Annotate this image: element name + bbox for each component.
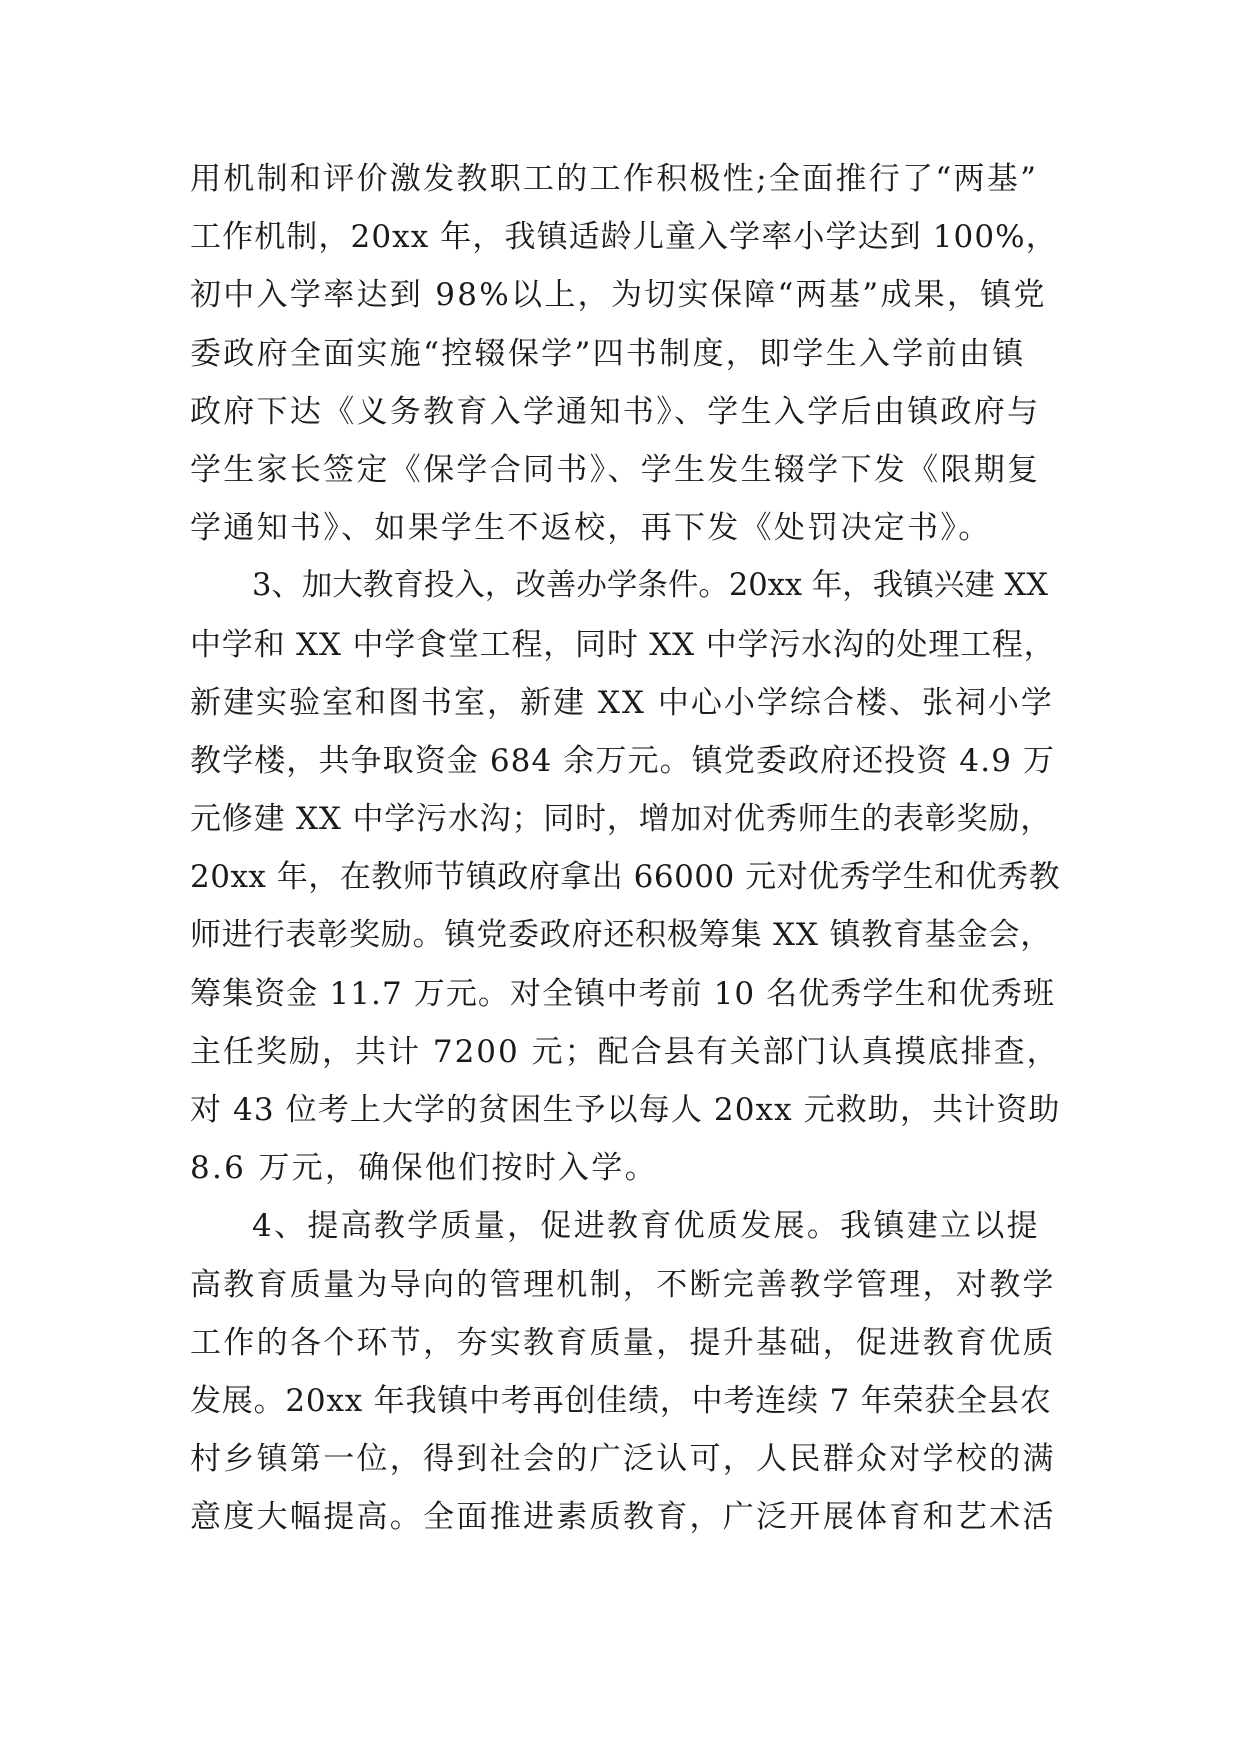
text-line: 发展。20xx 年我镇中考再创佳绩，中考连续 7 年荣获全县农 xyxy=(190,1382,1052,1419)
text-line: 元修建 XX 中学污水沟；同时，增加对优秀师生的表彰奖励， xyxy=(190,801,1053,838)
text-line: 工作机制，20xx 年，我镇适龄儿童入学率小学达到 100%， xyxy=(190,219,1058,256)
text-line: 村乡镇第一位，得到社会的广泛认可，人民群众对学校的满 xyxy=(190,1441,1056,1478)
text-line: 用机制和评价激发教职工的工作积极性;全面推行了“两基” xyxy=(190,161,1039,197)
document-body xyxy=(190,150,1060,1547)
text-line: 20xx 年，在教师节镇政府拿出 66000 元对优秀学生和优秀教 xyxy=(190,859,1061,896)
text-line: 中学和 XX 中学食堂工程，同时 XX 中学污水沟的处理工程， xyxy=(190,626,1056,663)
text-line: 8.6 万元，确保他们按时入学。 xyxy=(190,1150,658,1187)
text-line: 师进行表彰奖励。镇党委政府还积极筹集 XX 镇教育基金会， xyxy=(190,917,1053,954)
text-line: 初中入学率达到 98%以上，为切实保障“两基”成果，镇党 xyxy=(190,277,1047,314)
text-line: 学通知书》、如果学生不返校，再下发《处罚决定书》。 xyxy=(190,510,992,547)
text-line: 政府下达《义务教育入学通知书》、学生入学后由镇政府与 xyxy=(190,393,1041,430)
text-line: 对 43 位考上大学的贫困生予以每人 20xx 元救助，共计资助 xyxy=(190,1092,1061,1128)
text-line: 筹集资金 11.7 万元。对全镇中考前 10 名优秀学生和优秀班 xyxy=(190,975,1056,1012)
text-line: 工作的各个环节，夯实教育质量，提升基础，促进教育优质 xyxy=(190,1324,1056,1361)
text-line: 4、提高教学质量，促进教育优质发展。我镇建立以提 xyxy=(252,1208,1040,1245)
text-line: 高教育质量为导向的管理机制，不断完善教学管理，对教学 xyxy=(190,1266,1056,1303)
text-line: 学生家长签定《保学合同书》、学生发生辍学下发《限期复 xyxy=(190,451,1041,488)
text-line: 教学楼，共争取资金 684 余万元。镇党委政府还投资 4.9 万 xyxy=(190,742,1056,779)
text-line: 3、加大教育投入，改善办学条件。20xx 年，我镇兴建 XX xyxy=(252,568,1048,604)
text-line: 主任奖励，共计 7200 元；配合县有关部门认真摸底排查， xyxy=(190,1033,1060,1070)
text-line: 意度大幅提高。全面推进素质教育，广泛开展体育和艺术活 xyxy=(190,1499,1056,1536)
text-line: 新建实验室和图书室，新建 XX 中心小学综合楼、张祠小学 xyxy=(190,684,1054,721)
text-line: 委政府全面实施“控辍保学”四书制度，即学生入学前由镇 xyxy=(190,335,1026,372)
